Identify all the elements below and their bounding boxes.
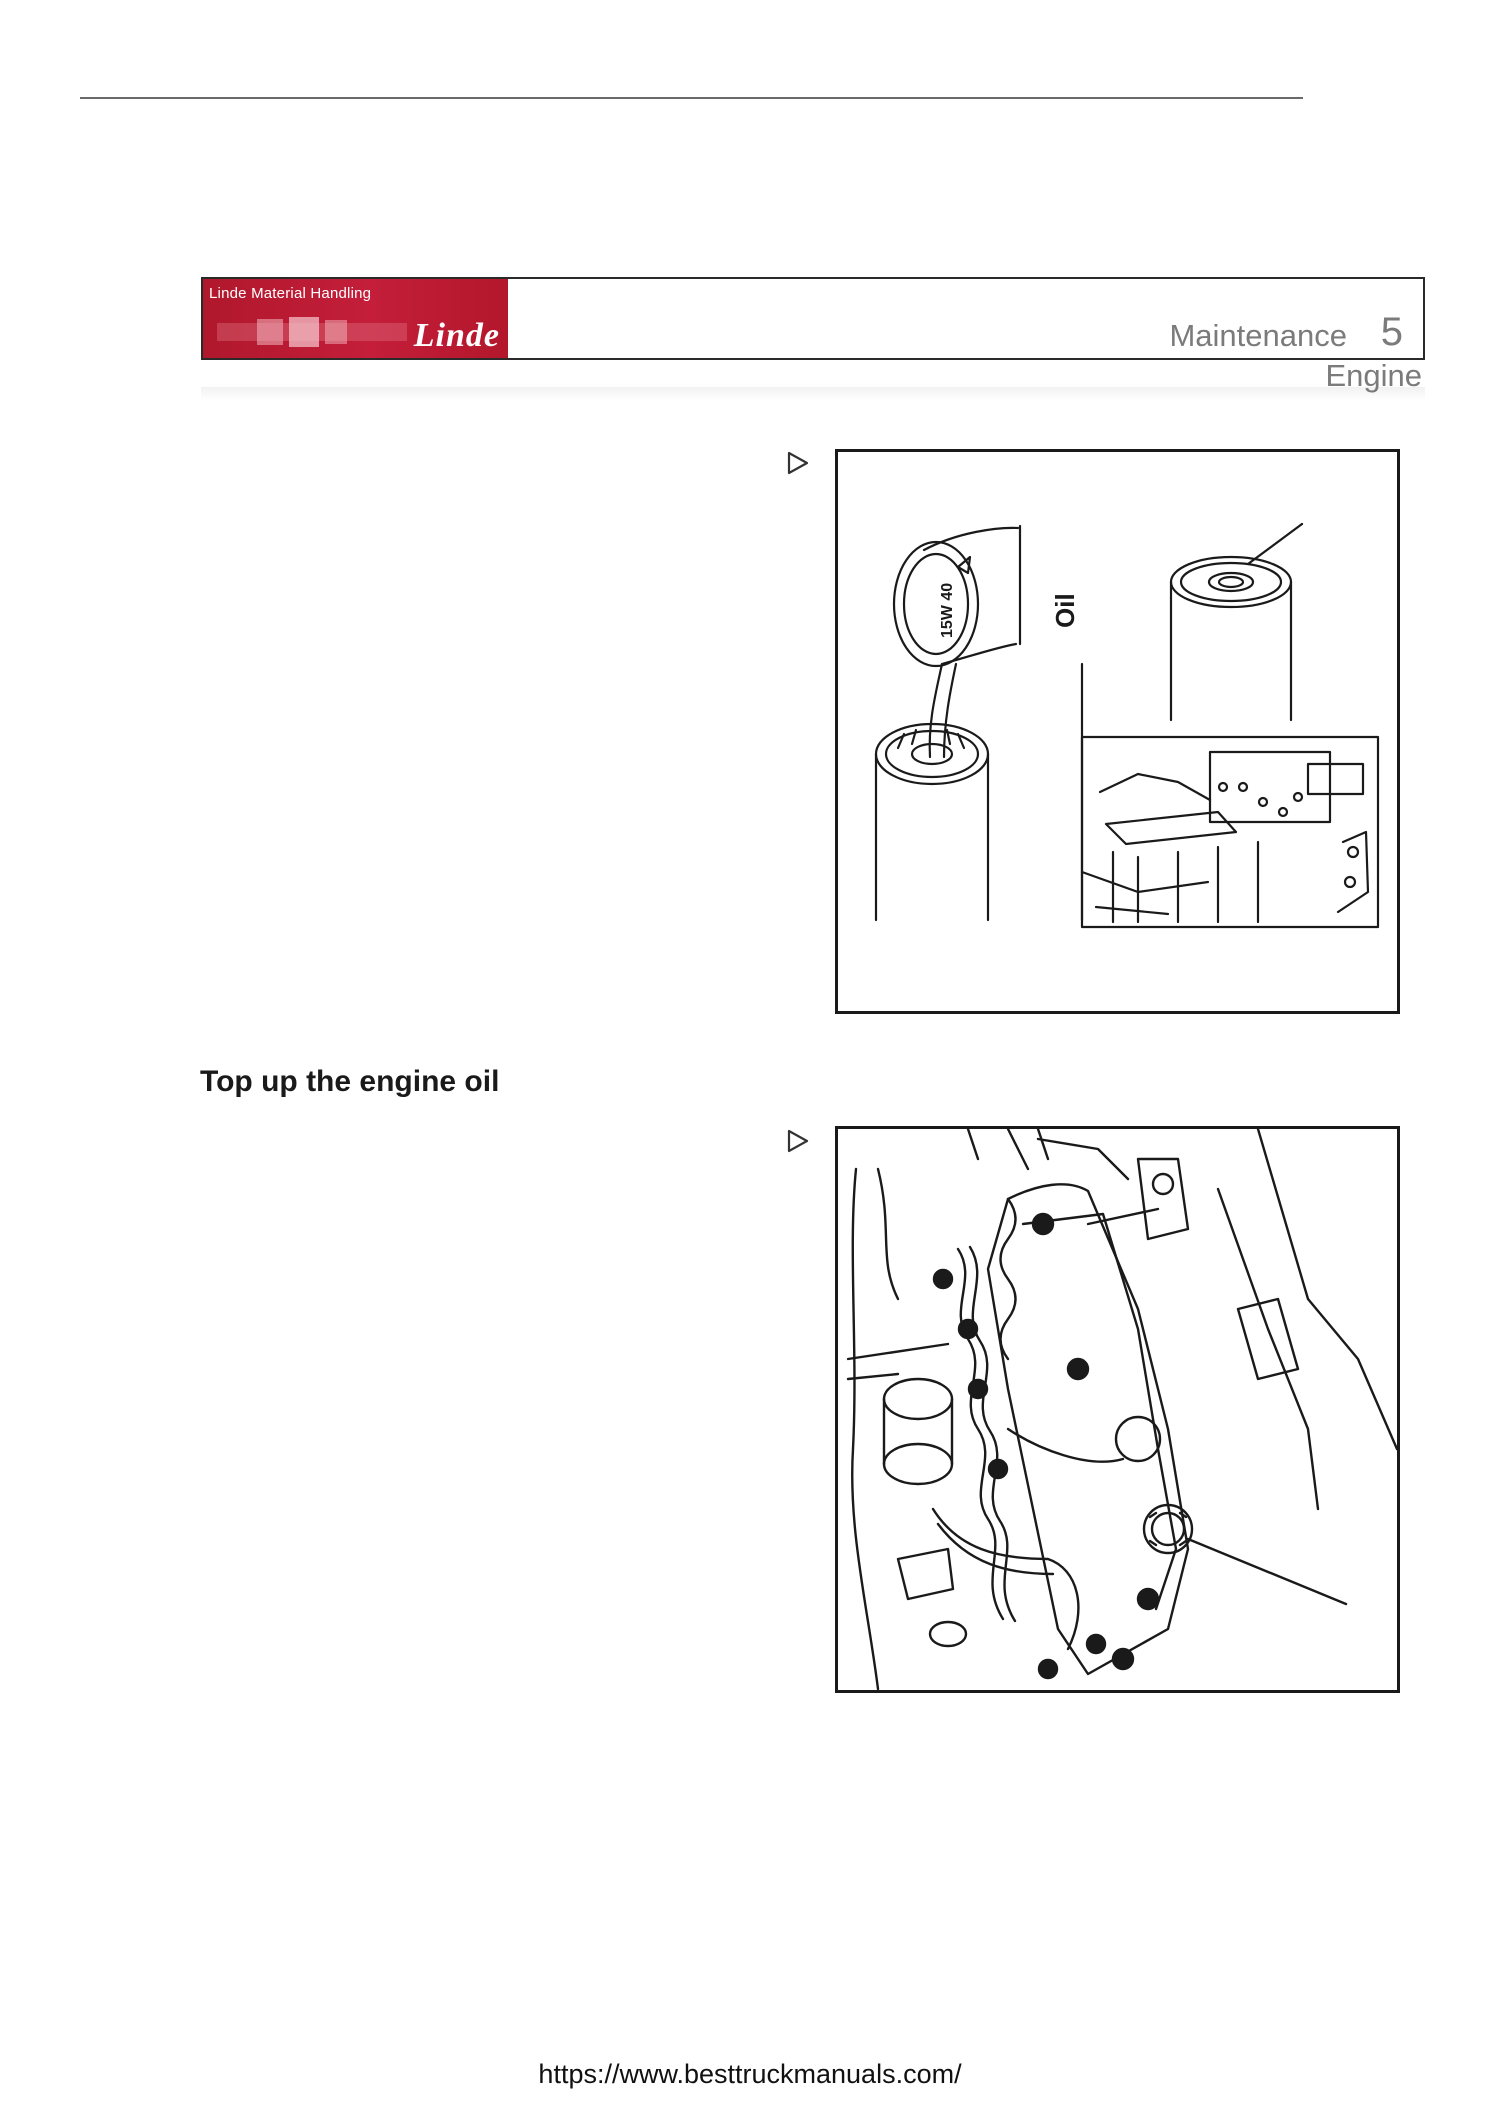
oil-label: Oil — [1050, 593, 1080, 628]
chapter-title: Maintenance — [1169, 318, 1347, 353]
company-name: Linde Material Handling — [209, 285, 372, 302]
figure-oil-filter — [835, 449, 1400, 1014]
header-shadow — [201, 387, 1425, 401]
page-header — [201, 277, 1425, 360]
grade-label: 15W 40 — [939, 582, 956, 638]
section-title: Engine — [1325, 358, 1422, 393]
section-subheading: Top up the engine oil — [200, 1065, 500, 1098]
footer-url[interactable]: https://www.besttruckmanuals.com/ — [538, 2059, 962, 2089]
chapter-number: 5 — [1380, 310, 1403, 354]
oil-filter-illustration — [838, 452, 1397, 1011]
engine-illustration — [838, 1129, 1397, 1690]
figure-engine-oil-filler — [835, 1126, 1400, 1693]
brand-wordmark: Linde — [413, 317, 500, 354]
top-rule — [80, 97, 1303, 99]
logo-stripes — [217, 317, 407, 347]
triangle-pointer-icon — [785, 1128, 811, 1154]
linde-logo — [203, 279, 508, 358]
triangle-pointer-icon — [785, 450, 811, 476]
